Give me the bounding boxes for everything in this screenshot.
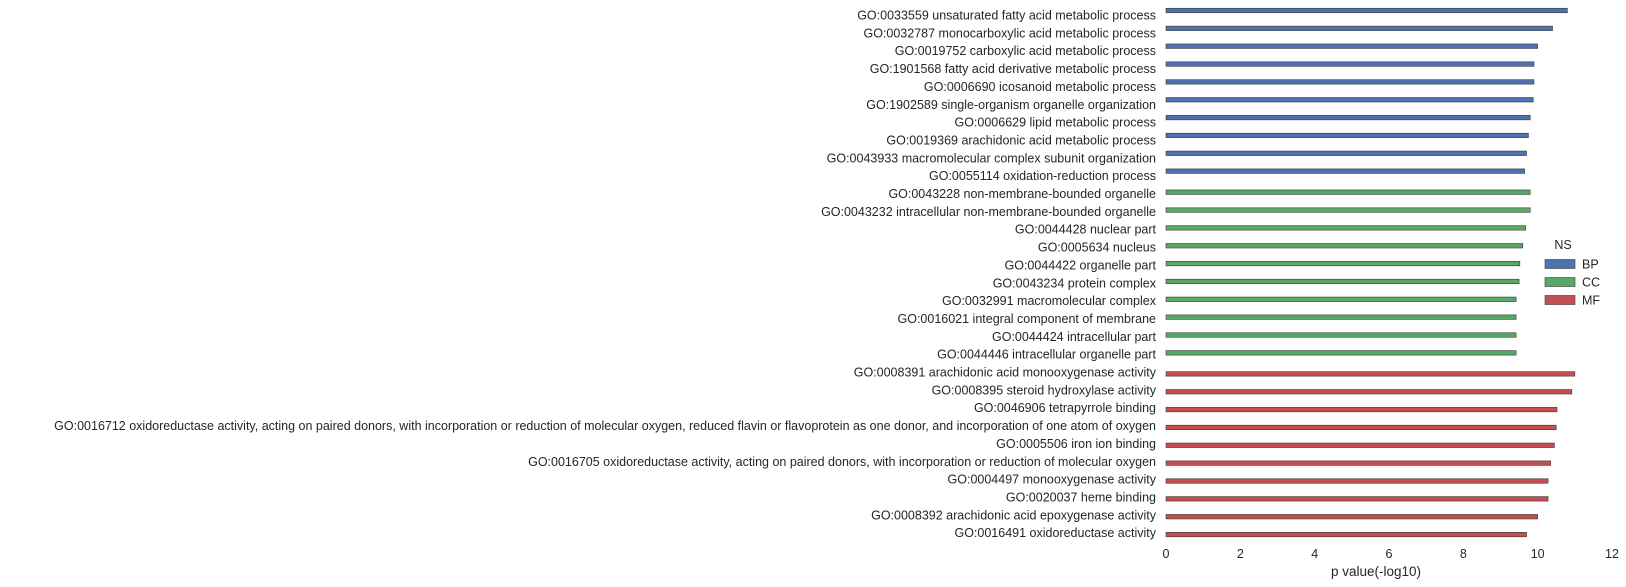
category-label: GO:0055114 oxidation-reduction process	[929, 169, 1156, 184]
category-label: GO:0043232 intracellular non-membrane-bounded organelle	[821, 204, 1156, 219]
category-label: GO:0016705 oxidoreductase activity, acting on paired donors, with incorporation or reduction of molecular oxygen	[528, 454, 1156, 469]
bar-bp	[1166, 80, 1534, 85]
x-tick-label: 0	[1162, 547, 1170, 561]
category-label: GO:0033559 unsaturated fatty acid metabolic process	[857, 8, 1156, 23]
bar-mf	[1166, 407, 1557, 412]
bar-cc	[1166, 190, 1530, 195]
bar-bp	[1166, 8, 1567, 13]
bar-cc	[1166, 208, 1530, 213]
bar-cc	[1166, 351, 1516, 356]
x-tick-label: 10	[1530, 547, 1545, 561]
bar-cc	[1166, 244, 1523, 249]
category-label: GO:0006690 icosanoid metabolic process	[923, 79, 1156, 94]
legend	[1545, 238, 1600, 308]
bar-mf	[1166, 514, 1538, 519]
category-label: GO:0016712 oxidoreductase activity, acting on paired donors, with incorporation or reduction of molecular oxygen, reduced flavin or flavoprotein as one donor, and incorporation of one atom of oxygen	[54, 419, 1156, 434]
x-tick-label: 6	[1385, 547, 1393, 561]
category-label: GO:0019752 carboxylic acid metabolic process	[894, 44, 1156, 59]
category-label: GO:1901568 fatty acid derivative metabolic process	[869, 62, 1156, 77]
category-label: GO:0032991 macromolecular complex	[942, 294, 1156, 309]
category-label: GO:0016021 integral component of membrane	[897, 311, 1156, 326]
category-label: GO:0019369 arachidonic acid metabolic process	[886, 133, 1156, 148]
x-axis-ticks	[1163, 547, 1619, 561]
category-label: GO:0020037 heme binding	[1005, 490, 1156, 505]
bar-cc	[1166, 333, 1516, 338]
bar-cc	[1166, 279, 1519, 284]
category-label: GO:0016491 oxidoreductase activity	[954, 526, 1156, 541]
bar-cc	[1166, 261, 1520, 266]
category-label: GO:0044422 organelle part	[1004, 258, 1156, 273]
bar-mf	[1166, 479, 1548, 484]
legend-swatch-mf	[1545, 296, 1575, 305]
bar-mf	[1166, 425, 1556, 430]
bar-bp	[1166, 151, 1527, 156]
bars	[1166, 8, 1575, 537]
legend-swatch-bp	[1545, 260, 1575, 269]
bar-mf	[1166, 443, 1554, 448]
bar-bp	[1166, 98, 1533, 103]
category-label: GO:0046906 tetrapyrrole binding	[973, 401, 1156, 416]
bar-cc	[1166, 226, 1526, 231]
category-label: GO:0043234 protein complex	[992, 276, 1156, 291]
category-label: GO:0043228 non-membrane-bounded organelle	[888, 187, 1156, 201]
category-label: GO:1902589 single-organism organelle organization	[866, 97, 1156, 112]
bar-bp	[1166, 26, 1553, 31]
x-tick-label: 8	[1459, 547, 1467, 561]
category-label: GO:0004497 monooxygenase activity	[947, 472, 1156, 487]
category-label: GO:0008395 steroid hydroxylase activity	[931, 383, 1156, 398]
bar-cc	[1166, 315, 1516, 320]
x-axis-title: p value(-log10)	[1330, 564, 1422, 579]
x-tick-label: 12	[1605, 547, 1619, 561]
category-label: GO:0044428 nuclear part	[1014, 222, 1156, 237]
bar-bp	[1166, 44, 1538, 49]
bar-bp	[1166, 169, 1525, 174]
category-label: GO:0008392 arachidonic acid epoxygenase activity	[871, 508, 1156, 523]
legend-title: NS	[1554, 238, 1572, 252]
category-label: GO:0005506 iron ion binding	[996, 436, 1156, 451]
x-tick-label: 4	[1311, 547, 1319, 561]
category-label: GO:0043933 macromolecular complex subunit organization	[826, 151, 1156, 166]
legend-label-cc: CC	[1582, 275, 1601, 290]
bar-bp	[1166, 115, 1530, 120]
bar-mf	[1166, 372, 1575, 377]
legend-swatch-cc	[1545, 278, 1575, 287]
category-label: GO:0044446 intracellular organelle part	[937, 347, 1156, 362]
category-label: GO:0006629 lipid metabolic process	[954, 115, 1156, 130]
bar-bp	[1166, 133, 1528, 138]
bar-mf	[1166, 390, 1572, 395]
bar-mf	[1166, 532, 1527, 537]
legend-label-bp: BP	[1582, 257, 1599, 272]
x-tick-label: 2	[1236, 547, 1244, 561]
category-label: GO:0005634 nucleus	[1037, 240, 1156, 255]
legend-label-mf: MF	[1582, 293, 1601, 308]
category-label: GO:0044424 intracellular part	[992, 329, 1156, 344]
bar-cc	[1166, 297, 1516, 302]
legend-entries	[1545, 258, 1600, 308]
category-labels	[54, 9, 1157, 541]
bar-bp	[1166, 62, 1534, 67]
bar-mf	[1166, 497, 1548, 502]
bar-mf	[1166, 461, 1551, 466]
category-label: GO:0008391 arachidonic acid monooxygenase activity	[853, 365, 1156, 380]
category-label: GO:0032787 monocarboxylic acid metabolic process	[863, 26, 1156, 41]
